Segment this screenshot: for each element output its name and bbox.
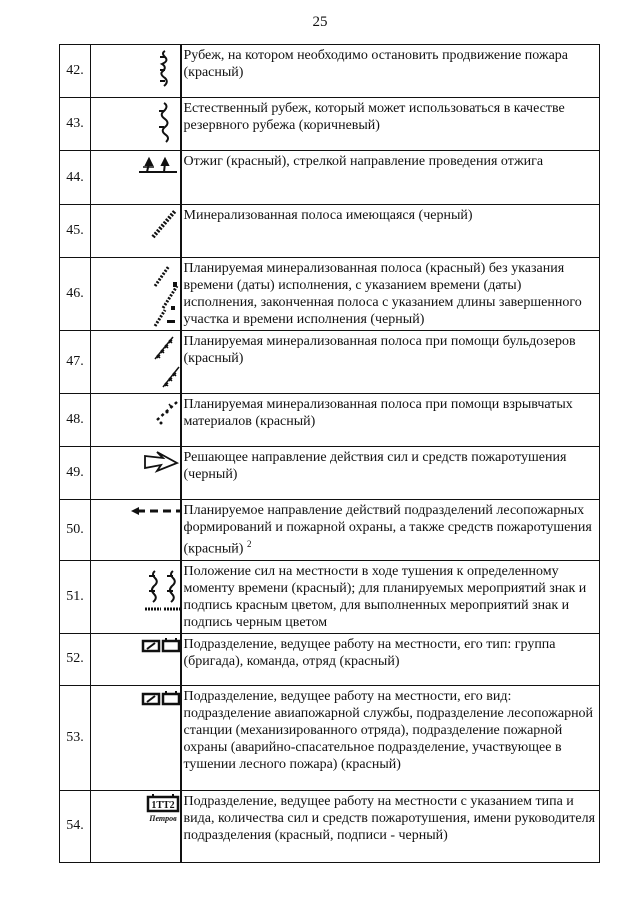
decisive-direction-icon bbox=[91, 447, 181, 500]
row-description: Минерализованная полоса имеющаяся (черный) bbox=[181, 205, 600, 258]
table-row bbox=[60, 685, 600, 790]
table-row bbox=[60, 790, 600, 862]
row-number: 49. bbox=[60, 447, 91, 500]
table-row bbox=[60, 500, 600, 561]
unit-leader-label: Петров bbox=[149, 813, 177, 823]
row-number: 42. bbox=[60, 45, 91, 98]
row-description-text: Планируемое направление действий подразделений лесопожарных формирований и пожарной охраны, а также средств пожаротушения (красный) bbox=[183, 503, 592, 557]
table-row bbox=[60, 98, 600, 151]
footnote-ref: 2 bbox=[246, 539, 252, 549]
row-number: 47. bbox=[60, 331, 91, 394]
table-row bbox=[60, 151, 600, 205]
row-description: Планируемая минерализованная полоса при помощи взрывчатых материалов (красный) bbox=[181, 394, 600, 447]
unit-kind-icon bbox=[91, 686, 181, 791]
row-number: 50. bbox=[60, 500, 91, 561]
bulldozer-strip-icon bbox=[91, 331, 181, 394]
table-row bbox=[60, 331, 600, 394]
row-number: 54. bbox=[60, 790, 91, 862]
row-description: Рубеж, на котором необходимо остановить продвижение пожара (красный) bbox=[181, 45, 600, 98]
table-row bbox=[60, 205, 600, 258]
existing-strip-icon bbox=[91, 205, 181, 258]
table-row bbox=[60, 447, 600, 500]
row-number: 44. bbox=[60, 151, 91, 205]
row-description: Подразделение, ведущее работу на местности, его вид: подразделение авиапожарной службы, подразделение лесопожарной станции (механизированного отряда), подразделение пожарной охраны (аварийно-спасательное подразделение, участвующее в тушении лесного пожара) (красный) bbox=[181, 685, 600, 790]
table-row bbox=[60, 633, 600, 685]
planned-strip-icon bbox=[91, 258, 181, 330]
row-number: 48. bbox=[60, 394, 91, 447]
backfire-icon bbox=[91, 151, 181, 205]
unit-full-icon bbox=[91, 791, 181, 863]
row-description: Подразделение, ведущее работу на местности, его тип: группа (бригада), команда, отряд (красный) bbox=[181, 633, 600, 685]
row-description: Планируемая минерализованная полоса при помощи бульдозеров (красный) bbox=[181, 331, 600, 394]
unit-type-icon bbox=[91, 634, 181, 686]
row-description: Естественный рубеж, который может использоваться в качестве резервного рубежа (коричневый) bbox=[181, 98, 600, 151]
natural-line-icon bbox=[91, 98, 181, 151]
row-number: 53. bbox=[60, 685, 91, 790]
symbols-table bbox=[59, 44, 600, 863]
row-description: Решающее направление действия сил и средств пожаротушения (черный) bbox=[181, 447, 600, 500]
row-number: 43. bbox=[60, 98, 91, 151]
row-number: 51. bbox=[60, 560, 91, 633]
row-number: 46. bbox=[60, 258, 91, 331]
row-number: 45. bbox=[60, 205, 91, 258]
row-description: Планируемая минерализованная полоса (красный) без указания времени (даты) исполнения, с указанием времени (даты) исполнения, законченная полоса с указанием длины завершенного участка и времени исполнения (черный) bbox=[181, 258, 600, 331]
table-row bbox=[60, 560, 600, 633]
row-description bbox=[181, 500, 600, 561]
explosive-strip-icon bbox=[91, 394, 181, 447]
fire-stop-line-icon bbox=[91, 45, 181, 98]
table-row bbox=[60, 258, 600, 331]
row-description: Подразделение, ведущее работу на местности с указанием типа и вида, количества сил и средств пожаротушения, имени руководителя подразделения (красный, подписи - черный) bbox=[181, 790, 600, 862]
table-row bbox=[60, 45, 600, 98]
page-number: 25 bbox=[312, 14, 328, 30]
table-row bbox=[60, 394, 600, 447]
planned-direction-icon bbox=[91, 500, 181, 560]
row-description: Положение сил на местности в ходе тушения к определенному моменту времени (красный); для планируемых мероприятий знак и подпись красным цветом, для выполненных мероприятий знак и подпись черным цветом bbox=[181, 560, 600, 633]
forces-position-icon bbox=[91, 561, 181, 632]
unit-strength-label: 1ТТ2 bbox=[151, 799, 175, 811]
row-number: 52. bbox=[60, 633, 91, 685]
row-description: Отжиг (красный), стрелкой направление проведения отжига bbox=[181, 151, 600, 205]
